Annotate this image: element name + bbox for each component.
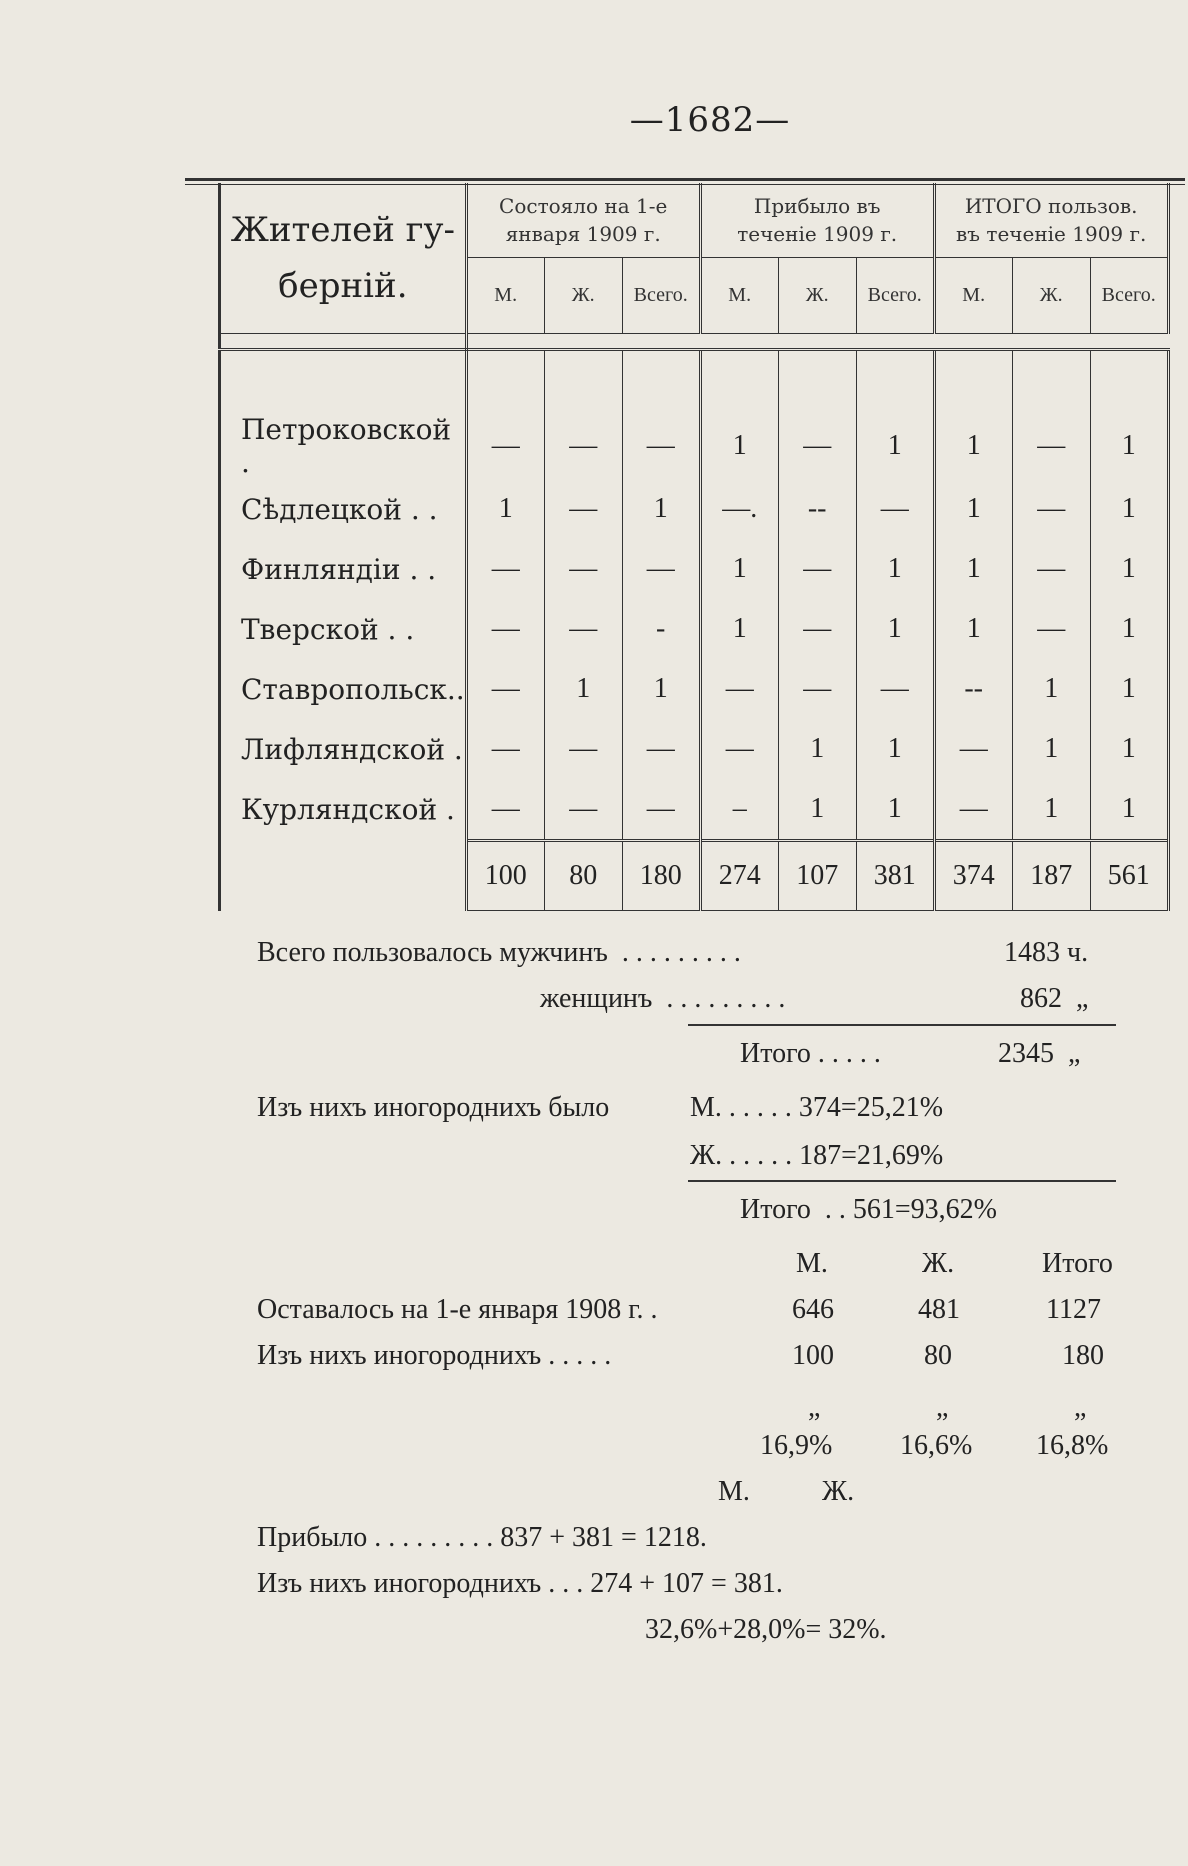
table-row — [220, 659, 1169, 719]
subheader-w: Ж. — [1012, 258, 1090, 334]
table-cell: — — [622, 539, 700, 599]
table-cell: —. — [700, 479, 778, 539]
arrived-hdr-w: Ж. — [822, 1476, 855, 1507]
table-cell: — — [856, 659, 934, 719]
arrived-nonres-line: Изъ нихъ иногороднихъ . . . 274 + 107 = 381. — [257, 1568, 783, 1599]
table-cell: — — [466, 599, 544, 659]
table-row — [220, 599, 1169, 659]
table-cell: 1 — [622, 659, 700, 719]
table-cell: — — [544, 413, 622, 479]
table-cell: 1 — [700, 413, 778, 479]
table-cell: — — [934, 779, 1012, 841]
table-cell: — — [466, 659, 544, 719]
province-name: Ставропольск.. — [220, 659, 467, 719]
divider — [688, 1024, 1116, 1026]
table-cell: 1 — [778, 719, 856, 779]
table-cell: 1 — [1090, 719, 1168, 779]
totals-row — [220, 841, 1169, 911]
table-cell: — — [700, 719, 778, 779]
pct-line: 32,6%+28,0%= 32%. — [645, 1614, 887, 1645]
ditto-mark: „ — [1074, 1392, 1087, 1423]
table-cell: — — [622, 413, 700, 479]
total-cell: 381 — [856, 841, 934, 911]
ditto-mark: „ — [936, 1392, 949, 1423]
divider — [688, 1180, 1116, 1182]
col-hdr-total: Итого — [1042, 1248, 1113, 1279]
total-cell: 80 — [544, 841, 622, 911]
table-cell: — — [622, 779, 700, 841]
table-cell: 1 — [934, 479, 1012, 539]
table-cell: 1 — [1090, 779, 1168, 841]
table-cell: — — [1012, 479, 1090, 539]
total1-value: 2345 „ — [998, 1038, 1081, 1069]
table-cell: — — [778, 659, 856, 719]
total-cell: 374 — [934, 841, 1012, 911]
table-cell: — — [466, 719, 544, 779]
table-cell: — — [1012, 539, 1090, 599]
province-name: Тверской . . — [220, 599, 467, 659]
row-header-line2: берній. — [278, 266, 408, 306]
table-cell: 1 — [1012, 779, 1090, 841]
table-cell: 1 — [1090, 539, 1168, 599]
subheader-total: Всего. — [856, 258, 934, 334]
men-value: 1483 ч. — [1004, 937, 1089, 968]
subheader-w: Ж. — [778, 258, 856, 334]
col-hdr-m: М. — [796, 1248, 828, 1279]
pct-w: 16,6% — [900, 1430, 973, 1461]
table-row — [220, 779, 1169, 841]
table-cell: — — [856, 479, 934, 539]
table-cell: 1 — [466, 479, 544, 539]
remained-nonres-w: 80 — [924, 1340, 952, 1371]
table-cell: - — [622, 599, 700, 659]
ditto-mark: „ — [808, 1392, 821, 1423]
census-table — [218, 183, 1170, 911]
table-cell: 1 — [544, 659, 622, 719]
table-cell: — — [1012, 599, 1090, 659]
subheader-total: Всего. — [622, 258, 700, 334]
nonres-men: М. . . . . . 374=25,21% — [690, 1092, 944, 1123]
table-cell: 1 — [1012, 659, 1090, 719]
pct-m: 16,9% — [760, 1430, 833, 1461]
pct-total: 16,8% — [1036, 1430, 1109, 1461]
table-row — [220, 719, 1169, 779]
nonres-label: Изъ нихъ иногороднихъ было — [257, 1092, 610, 1123]
total-cell: 561 — [1090, 841, 1168, 911]
total1-label: Итого . . . . . — [740, 1038, 881, 1069]
table-cell: — — [700, 659, 778, 719]
remained-nonres-total: 180 — [1062, 1340, 1104, 1371]
province-name: Лифляндской . — [220, 719, 467, 779]
province-name: Финляндіи . . — [220, 539, 467, 599]
table-cell: — — [1012, 413, 1090, 479]
table-cell: 1 — [856, 779, 934, 841]
col-hdr-w: Ж. — [922, 1248, 955, 1279]
table-cell: — — [544, 539, 622, 599]
table-cell: — — [778, 599, 856, 659]
table-cell: — — [544, 779, 622, 841]
table-cell: 1 — [622, 479, 700, 539]
province-name: Сѣдлецкой . . — [220, 479, 467, 539]
table-cell: 1 — [700, 539, 778, 599]
table-cell: 1 — [856, 719, 934, 779]
remained-w: 481 — [918, 1294, 960, 1325]
table-cell: — — [622, 719, 700, 779]
table-cell: 1 — [1012, 719, 1090, 779]
arrived-hdr-m: М. — [718, 1476, 750, 1507]
total-cell: 274 — [700, 841, 778, 911]
group-header-total: ИТОГО пользов. въ теченіе 1909 г. — [934, 183, 1168, 258]
table-cell: — — [544, 719, 622, 779]
table-cell: 1 — [934, 539, 1012, 599]
remained-label: Оставалось на 1-е января 1908 г. . — [257, 1294, 658, 1325]
remained-total: 1127 — [1046, 1294, 1101, 1325]
remained-nonres-label: Изъ нихъ иногороднихъ . . . . . — [257, 1340, 612, 1371]
table-cell: 1 — [856, 539, 934, 599]
page-number: —1682— — [629, 100, 791, 140]
table-cell: -- — [778, 479, 856, 539]
subheader-w: Ж. — [544, 258, 622, 334]
total-cell: 107 — [778, 841, 856, 911]
table-row — [220, 413, 1169, 479]
subheader-total: Всего. — [1090, 258, 1168, 334]
total-cell: 180 — [622, 841, 700, 911]
table-cell: 1 — [934, 413, 1012, 479]
table-cell: 1 — [934, 599, 1012, 659]
group-header-start: Состояло на 1-е января 1909 г. — [466, 183, 700, 258]
men-label: Всего пользовалось мужчинъ . . . . . . . . . — [257, 937, 741, 968]
total-cell: 100 — [466, 841, 544, 911]
row-header-line1: Жителей гу- — [230, 210, 455, 250]
table-cell: -- — [934, 659, 1012, 719]
table-row — [220, 479, 1169, 539]
table-cell: — — [544, 479, 622, 539]
group-header-arrived: Прибыло въ теченіе 1909 г. — [700, 183, 934, 258]
table-cell: — — [778, 413, 856, 479]
province-name: Петроковской . — [220, 413, 467, 479]
total2: Итого . . 561=93,62% — [740, 1194, 997, 1225]
subheader-m: М. — [934, 258, 1012, 334]
province-name: Курляндской . — [220, 779, 467, 841]
table-cell: — — [466, 779, 544, 841]
row-header — [220, 183, 467, 334]
subheader-m: М. — [700, 258, 778, 334]
table-cell: 1 — [700, 599, 778, 659]
table-cell: — — [934, 719, 1012, 779]
table-cell: 1 — [1090, 599, 1168, 659]
total-cell: 187 — [1012, 841, 1090, 911]
table-cell: — — [544, 599, 622, 659]
remained-nonres-m: 100 — [792, 1340, 834, 1371]
women-label: женщинъ . . . . . . . . . — [540, 983, 786, 1014]
remained-m: 646 — [792, 1294, 834, 1325]
table-cell: — — [466, 539, 544, 599]
table-cell: 1 — [1090, 413, 1168, 479]
table-cell: 1 — [856, 599, 934, 659]
women-value: 862 „ — [1020, 983, 1089, 1014]
table-cell: 1 — [856, 413, 934, 479]
table-cell: — — [778, 539, 856, 599]
table-cell: 1 — [1090, 659, 1168, 719]
nonres-women: Ж. . . . . . 187=21,69% — [690, 1140, 944, 1171]
table-cell: — — [466, 413, 544, 479]
subheader-m: М. — [466, 258, 544, 334]
table-cell: 1 — [1090, 479, 1168, 539]
table-cell: – — [700, 779, 778, 841]
table-row — [220, 539, 1169, 599]
table-cell: 1 — [778, 779, 856, 841]
arrived-line: Прибыло . . . . . . . . . 837 + 381 = 1218. — [257, 1522, 707, 1553]
